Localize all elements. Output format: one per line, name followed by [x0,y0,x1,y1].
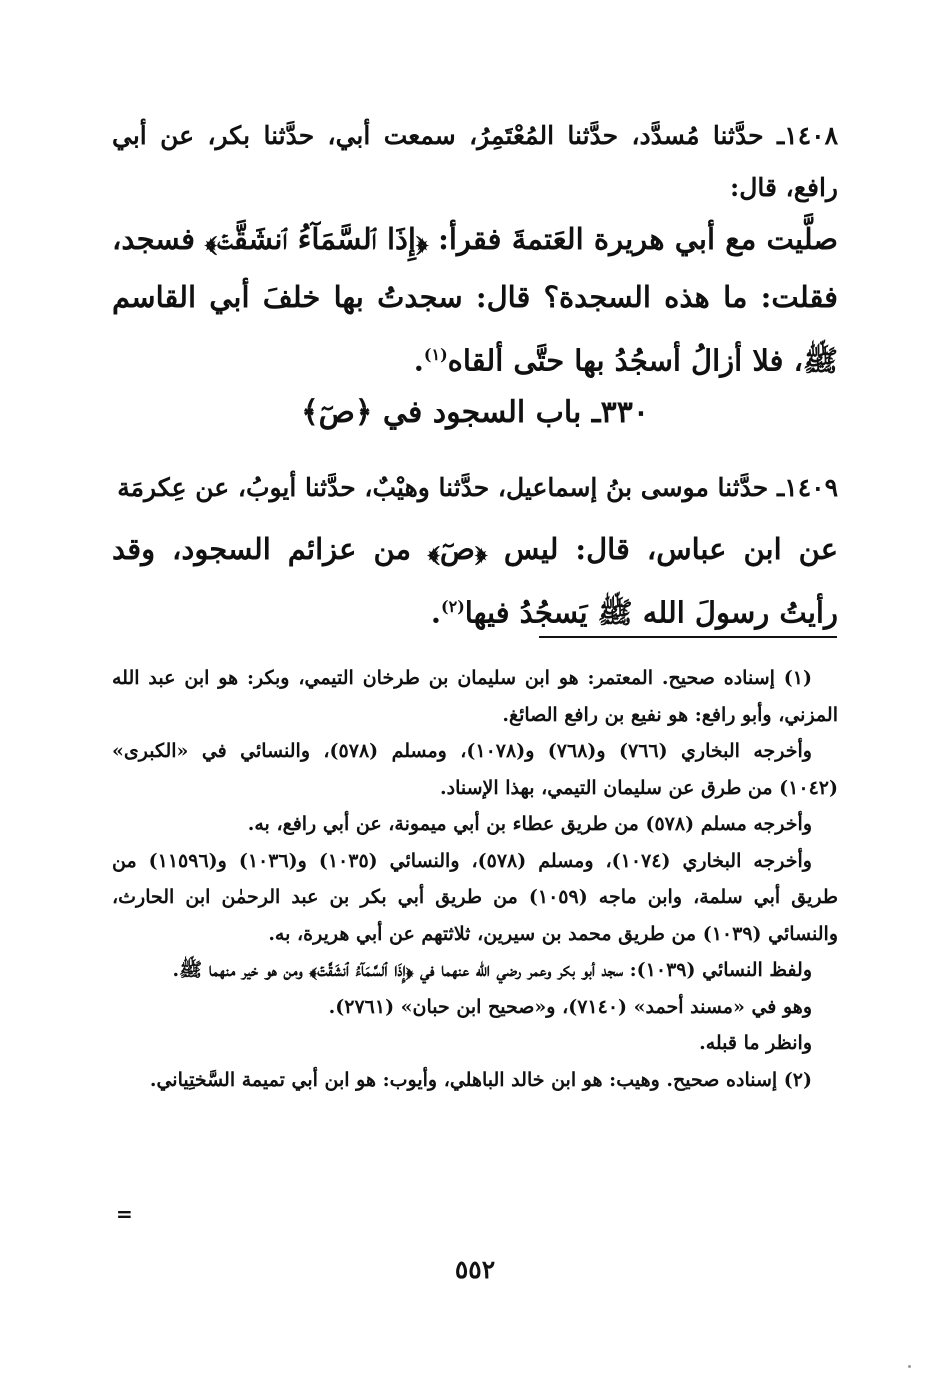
hadith-1408-matn [112,210,838,390]
footnote-1: (١) إسناده صحيح. المعتمر: هو ابن سليمان بن طرخان التيمي، وبكر: هو ابن عبد الله المزني، وأبو رافع: هو نفيع بن رافع الصائغ. [112,667,838,726]
footnotes [112,660,838,1098]
footnote-separator [539,636,837,638]
hadith-1408-isnad [112,110,838,214]
footnote-1-muslim: وأخرجه مسلم (٥٧٨) من طريق عطاء بن أبي ميمونة، عن أبي رافع، به. [247,813,812,835]
continuation-mark: = [116,1202,133,1226]
footnote-2: (٢) إسناده صحيح. وهيب: هو ابن خالد الباهلي، وأيوب: هو ابن أبي تميمة السَّختِياني. [149,1068,812,1091]
hadith-1408-isnad-text: ١٤٠٨ـ حدَّثنا مُسدَّد، حدَّثنا المُعْتَمِرُ، سمعت أبي، حدَّثنا بكر، عن أبي رافع، قال: [112,121,838,202]
footnote-1-see-previous: وانظر ما قبله. [699,1032,812,1054]
hadith-1409-matn [112,520,838,642]
scan-speck [908,1365,911,1368]
footnote-1-musnad: وهو في «مسند أحمد» (٧١٤٠)، و«صحيح ابن حبان» (٢٧٦١). [328,995,812,1018]
footnote-1-other-routes: وأخرجه البخاري (١٠٧٤)، ومسلم (٥٧٨)، والنسائي (١٠٣٥) و(١٠٣٦) و(١١٥٩٦) من طريق أبي سلمة، وابن ماجه (١٠٥٩) من طريق أبي بكر بن عبد الرحمٰن ابن الحارث، والنسائي (١٠٣٩) من طريق محمد بن سيرين، ثلاثتهم عن أبي هريرة، به. [112,849,838,945]
hadith-1409-end: . [430,595,442,630]
hadith-1409-isnad [112,462,838,514]
chapter-title: ٣٣٠ـ باب السجود في ﴿صٓ﴾ [301,395,649,430]
footnote-1-takhrij: وأخرجه البخاري (٧٦٦) و(٧٦٨) و(١٠٧٨)، ومسلم (٥٧٨)، والنسائي في «الكبرى» (١٠٤٢) من طرق عن سليمان التيمي، بهذا الإسناد. [112,740,838,799]
hadith-1409-isnad-text: ١٤٠٩ـ حدَّثنا موسى بنُ إسماعيل، حدَّثنا وهيْبٌ، حدَّثنا أيوبُ، عن عِكرمَة [117,473,838,502]
page-number: ٥٥٢ [454,1255,496,1284]
footnote-ref-2[interactable]: (٢) [441,597,465,616]
footnote-ref-1[interactable]: (١) [423,345,448,364]
hadith-1408-end: . [413,343,424,378]
footnote-1-nasai-wording: ولفظ النسائي (١٠٣٩): سجد أبو بكر وعمر رضي الله عنهما في ﴿إِذَا ٱلسَّمَآءُ ٱنشَقَّتۡ﴾ ومن هو خير منهما ﷺ. [172,959,812,981]
hadith-1409-matn-text: عن ابن عباس، قال: ليس ﴿صٓ﴾ من عزائم السجود، وقد رأيتُ رسولَ الله ﷺ يَسجُدُ فيها [112,532,838,630]
hadith-1408-matn-text: صلَّيت مع أبي هريرة العَتمةَ فقرأ: ﴿إِذَا ٱلسَّمَآءُ ٱنشَقَّتۡ﴾ فسجد، فقلت: ما هذه السجدة؟ قال: سجدتُ بها خلفَ أبي القاسم ﷺ، فلا أزالُ أسجُدُ بها حتَّى ألقاه [112,222,838,378]
